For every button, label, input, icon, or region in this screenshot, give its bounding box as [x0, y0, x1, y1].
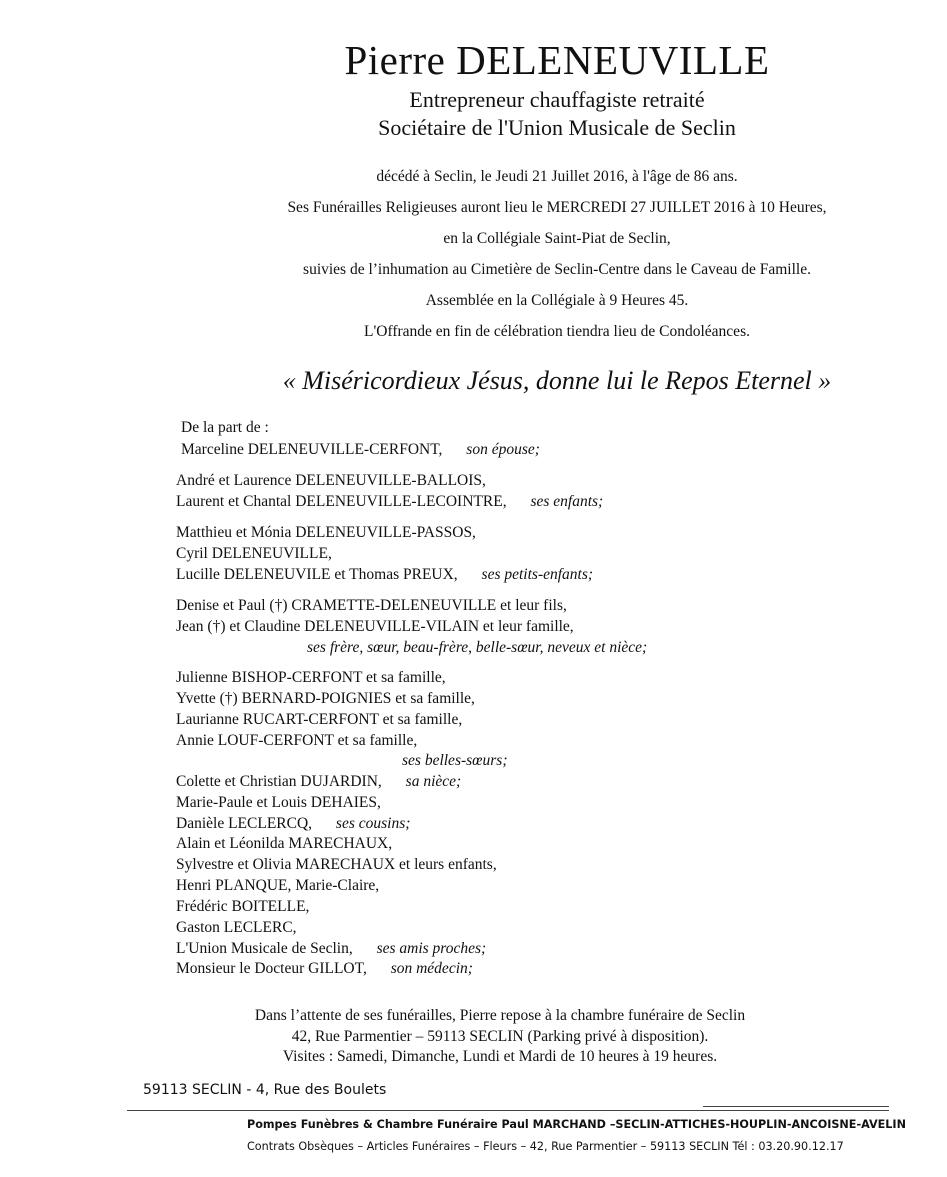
family-member: Marceline DELENEUVILLE-CERFONT, — [181, 441, 443, 458]
membership-line: Sociétaire de l'Union Musicale de Seclin — [378, 115, 736, 140]
family-line — [176, 566, 593, 585]
family-line — [176, 711, 462, 730]
family-line — [176, 773, 461, 792]
family-member: Monsieur le Docteur GILLOT, — [176, 960, 367, 977]
family-line — [176, 940, 486, 959]
family-line — [176, 815, 410, 834]
footer-address: 59113 SECLIN - 4, Rue des Boulets — [143, 1082, 387, 1098]
offering-line: L'Offrande en fin de célébration tiendra lieu de Condoléances. — [364, 323, 750, 340]
relation: ses petits-enfants; — [481, 566, 594, 583]
family-line — [176, 545, 332, 564]
divider — [127, 1110, 889, 1111]
visiting-hours: Visites : Samedi, Dimanche, Lundi et Mardi de 10 heures à 19 heures. — [282, 1048, 718, 1065]
family-intro: De la part de : — [181, 419, 269, 436]
family-line — [176, 493, 603, 512]
family-line — [176, 960, 473, 979]
funeral-date-line: Ses Funérailles Religieuses auront lieu le MERCREDI 27 JUILLET 2016 à 10 Heures, — [287, 199, 827, 216]
family-line — [176, 524, 476, 543]
relation: ses cousins; — [335, 815, 411, 832]
family-member: Colette et Christian DUJARDIN, — [176, 773, 382, 790]
family-member: Marie-Paule et Louis DEHAIES, — [176, 794, 381, 811]
family-member: L'Union Musicale de Seclin, — [176, 940, 353, 957]
family-member: Henri PLANQUE, Marie-Claire, — [176, 877, 380, 894]
family-line — [176, 877, 379, 896]
relation: son médecin; — [390, 960, 473, 977]
funeral-home-address: 42, Rue Parmentier – 59113 SECLIN (Parking privé à disposition). — [291, 1028, 709, 1045]
death-notice-line: décédé à Seclin, le Jeudi 21 Juillet 2016, à l'âge de 86 ans. — [376, 168, 738, 185]
family-line — [176, 472, 486, 491]
family-line — [176, 794, 381, 813]
assembly-line: Assemblée en la Collégiale à 9 Heures 45. — [425, 292, 689, 309]
profession-line: Entrepreneur chauffagiste retraité — [409, 87, 705, 112]
family-member: Annie LOUF-CERFONT et sa famille, — [176, 732, 418, 749]
family-member: Laurianne RUCART-CERFONT et sa famille, — [176, 711, 463, 728]
company-line: Pompes Funèbres & Chambre Funéraire Paul MARCHAND –SECLIN-ATTICHES-HOUPLIN-ANCOISNE-AVELIN — [247, 1118, 906, 1131]
family-line — [176, 898, 309, 917]
services-line: Contrats Obsèques – Articles Funéraires – Fleurs – 42, Rue Parmentier – 59113 SECLIN Tél : 03.20.90.12.17 — [247, 1140, 844, 1153]
family-member: Denise et Paul (†) CRAMETTE-DELENEUVILLE et leur fils, — [176, 597, 567, 614]
family-member: Julienne BISHOP-CERFONT et sa famille, — [176, 669, 446, 686]
family-member: André et Laurence DELENEUVILLE-BALLOIS, — [176, 472, 486, 489]
family-member: Jean (†) et Claudine DELENEUVILLE-VILAIN et leur famille, — [176, 618, 574, 635]
family-line — [181, 441, 540, 460]
family-member: Yvette (†) BERNARD-POIGNIES et sa famille, — [176, 690, 475, 707]
relation: ses belles-sœurs; — [402, 752, 508, 769]
family-member: Cyril DELENEUVILLE, — [176, 545, 332, 562]
family-line — [176, 919, 297, 938]
family-member: Alain et Léonilda MARECHAUX, — [176, 835, 393, 852]
church-line: en la Collégiale Saint-Piat de Seclin, — [443, 230, 671, 247]
family-member: Sylvestre et Olivia MARECHAUX et leurs enfants, — [176, 856, 497, 873]
family-member: Danièle LECLERCQ, — [176, 815, 313, 832]
family-line — [176, 669, 446, 688]
family-line — [176, 618, 574, 637]
relation: son épouse; — [466, 441, 540, 458]
family-member: Lucille DELENEUVILE et Thomas PREUX, — [176, 566, 458, 583]
relation: sa nièce; — [405, 773, 462, 790]
family-line — [176, 856, 497, 875]
relation: ses enfants; — [530, 493, 604, 510]
motto: « Miséricordieux Jésus, donne lui le Repos Eternel » — [282, 366, 832, 395]
burial-line: suivies de l’inhumation au Cimetière de Seclin-Centre dans le Caveau de Famille. — [303, 261, 811, 278]
family-line — [176, 690, 475, 709]
family-line — [176, 732, 417, 751]
relation: ses amis proches; — [376, 940, 487, 957]
divider — [703, 1106, 889, 1107]
family-member: Matthieu et Mónia DELENEUVILLE-PASSOS, — [176, 524, 476, 541]
deceased-name: Pierre DELENEUVILLE — [344, 37, 770, 83]
relation: ses frère, sœur, beau-frère, belle-sœur, neveux et nièce; — [307, 639, 648, 656]
family-line — [176, 835, 392, 854]
family-member: Laurent et Chantal DELENEUVILLE-LECOINTRE, — [176, 493, 507, 510]
family-line — [176, 597, 567, 616]
family-member: Frédéric BOITELLE, — [176, 898, 310, 915]
funeral-home-line: Dans l’attente de ses funérailles, Pierre repose à la chambre funéraire de Seclin — [254, 1007, 746, 1024]
family-member: Gaston LECLERC, — [176, 919, 297, 936]
